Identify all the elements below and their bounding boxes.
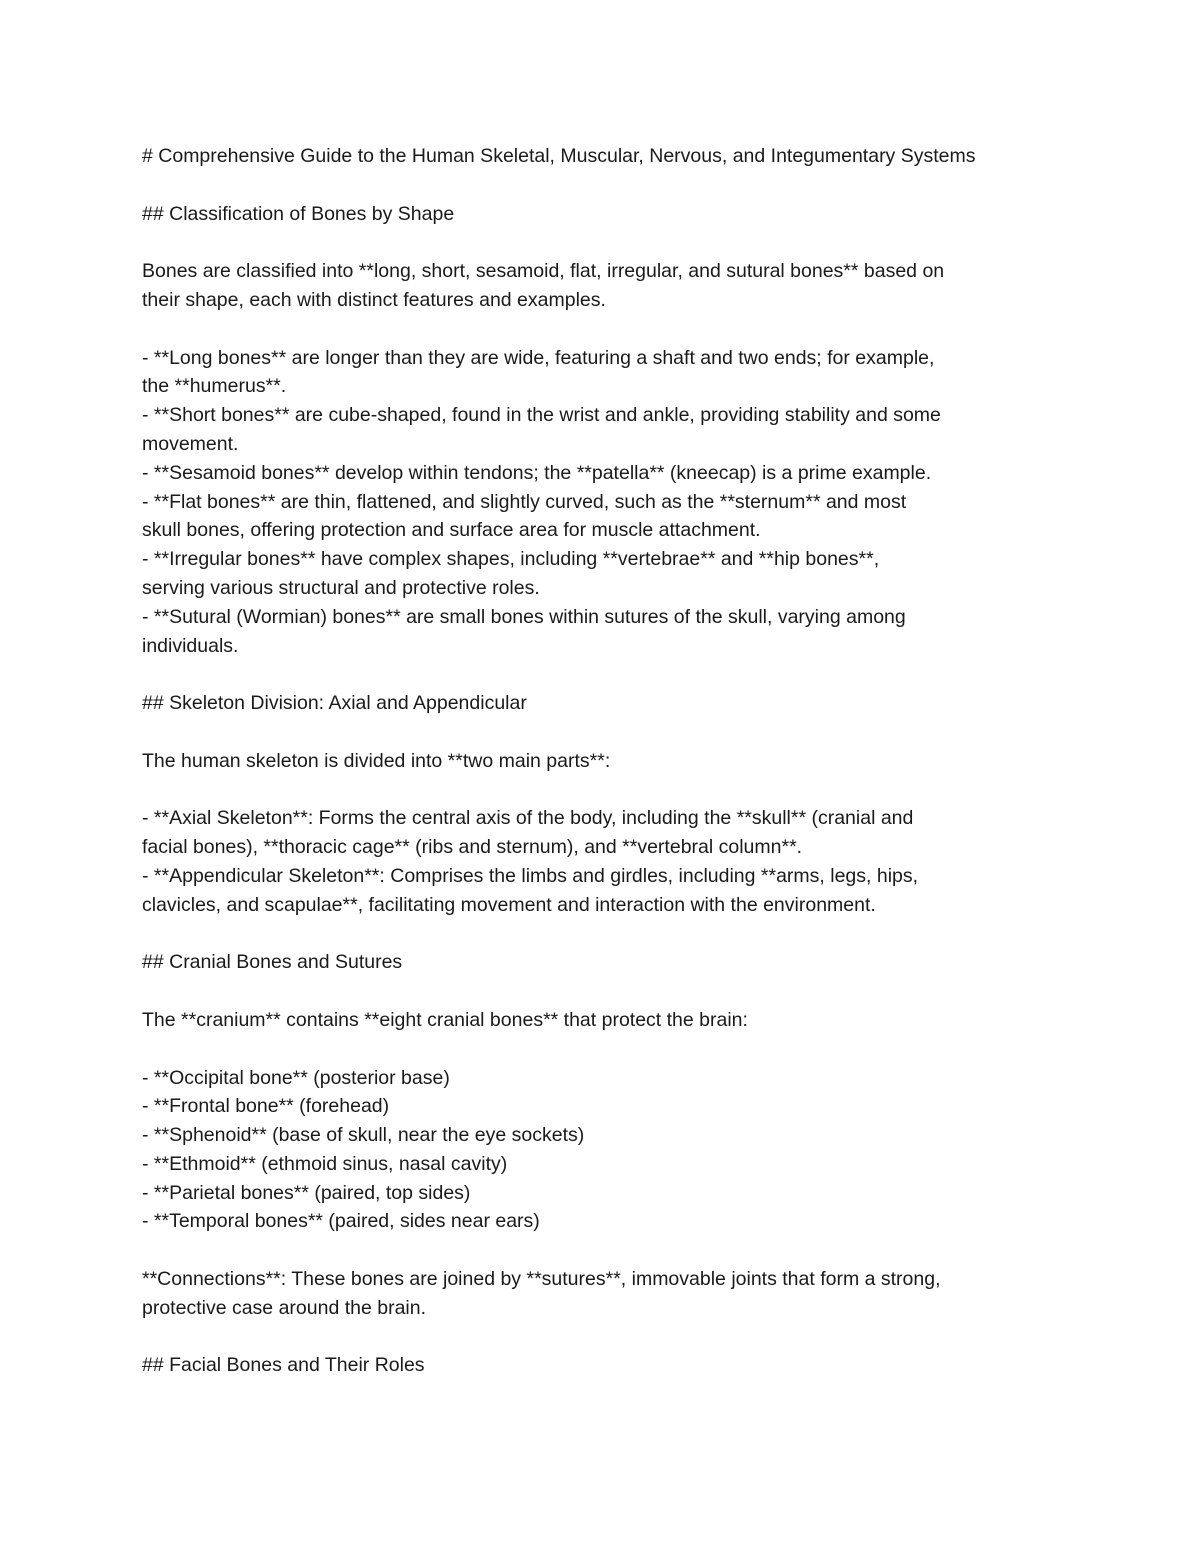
paragraph-line: **Connections**: These bones are joined by **sutures**, immovable joints that form a strong, xyxy=(142,1268,941,1291)
spacer xyxy=(142,315,1072,344)
section-heading: ## Classification of Bones by Shape xyxy=(142,202,455,225)
paragraph-line: their shape, each with distinct features and examples. xyxy=(142,288,606,311)
spacer xyxy=(142,1236,1072,1265)
list-item-line: - **Sesamoid bones** develop within tendons; the **patella** (kneecap) is a prime example. xyxy=(142,461,932,484)
spacer xyxy=(142,228,1072,257)
list-item-line: movement. xyxy=(142,432,239,455)
section-heading: ## Skeleton Division: Axial and Appendicular xyxy=(142,692,527,715)
list-item-line: - **Short bones** are cube-shaped, found in the wrist and ankle, providing stability and some xyxy=(142,404,941,427)
paragraph-line: The human skeleton is divided into **two main parts**: xyxy=(142,749,611,772)
list-item-line: - **Sutural (Wormian) bones** are small bones within sutures of the skull, varying among xyxy=(142,605,906,628)
paragraph-line: The **cranium** contains **eight cranial bones** that protect the brain: xyxy=(142,1008,748,1031)
section-heading: ## Cranial Bones and Sutures xyxy=(142,951,403,974)
list-item-line: - **Occipital bone** (posterior base) xyxy=(142,1066,450,1089)
list-item-line: facial bones), **thoracic cage** (ribs and sternum), and **vertebral column**. xyxy=(142,836,803,859)
spacer xyxy=(142,1035,1072,1064)
list-item-line: - **Temporal bones** (paired, sides near ears) xyxy=(142,1210,540,1233)
spacer xyxy=(142,776,1072,805)
spacer xyxy=(142,920,1072,949)
list-item-line: - **Long bones** are longer than they are wide, featuring a shaft and two ends; for example, xyxy=(142,346,935,369)
spacer xyxy=(142,1323,1072,1352)
spacer xyxy=(142,718,1072,747)
list-item-line: - **Sphenoid** (base of skull, near the eye sockets) xyxy=(142,1124,585,1147)
paragraph-line: Bones are classified into **long, short, sesamoid, flat, irregular, and sutural bones** based on xyxy=(142,260,945,283)
list-item-line: - **Axial Skeleton**: Forms the central axis of the body, including the **skull** (cranial and xyxy=(142,807,914,830)
document-title: # Comprehensive Guide to the Human Skeletal, Muscular, Nervous, and Integumentary Systems xyxy=(142,145,976,167)
list-item-line: clavicles, and scapulae**, facilitating movement and interaction with the environment. xyxy=(142,893,876,916)
list-item-line: - **Ethmoid** (ethmoid sinus, nasal cavity) xyxy=(142,1152,508,1175)
document-body xyxy=(142,142,1072,1380)
list-item-line: - **Parietal bones** (paired, top sides) xyxy=(142,1181,471,1204)
list-item-line: - **Irregular bones** have complex shapes, including **vertebrae** and **hip bones**, xyxy=(142,548,880,571)
list-item-line: individuals. xyxy=(142,634,239,657)
paragraph-line: protective case around the brain. xyxy=(142,1296,427,1319)
list-item-line: - **Appendicular Skeleton**: Comprises the limbs and girdles, including **arms, legs, hips, xyxy=(142,864,919,887)
spacer xyxy=(142,660,1072,689)
list-item-line: serving various structural and protective roles. xyxy=(142,576,540,599)
spacer xyxy=(142,171,1072,200)
list-item-line: - **Flat bones** are thin, flattened, and slightly curved, such as the **sternum** and most xyxy=(142,490,907,513)
list-item-line: - **Frontal bone** (forehead) xyxy=(142,1095,390,1118)
list-item-line: the **humerus**. xyxy=(142,375,287,398)
section-heading: ## Facial Bones and Their Roles xyxy=(142,1354,425,1377)
spacer xyxy=(142,977,1072,1006)
list-item-line: skull bones, offering protection and surface area for muscle attachment. xyxy=(142,519,761,542)
